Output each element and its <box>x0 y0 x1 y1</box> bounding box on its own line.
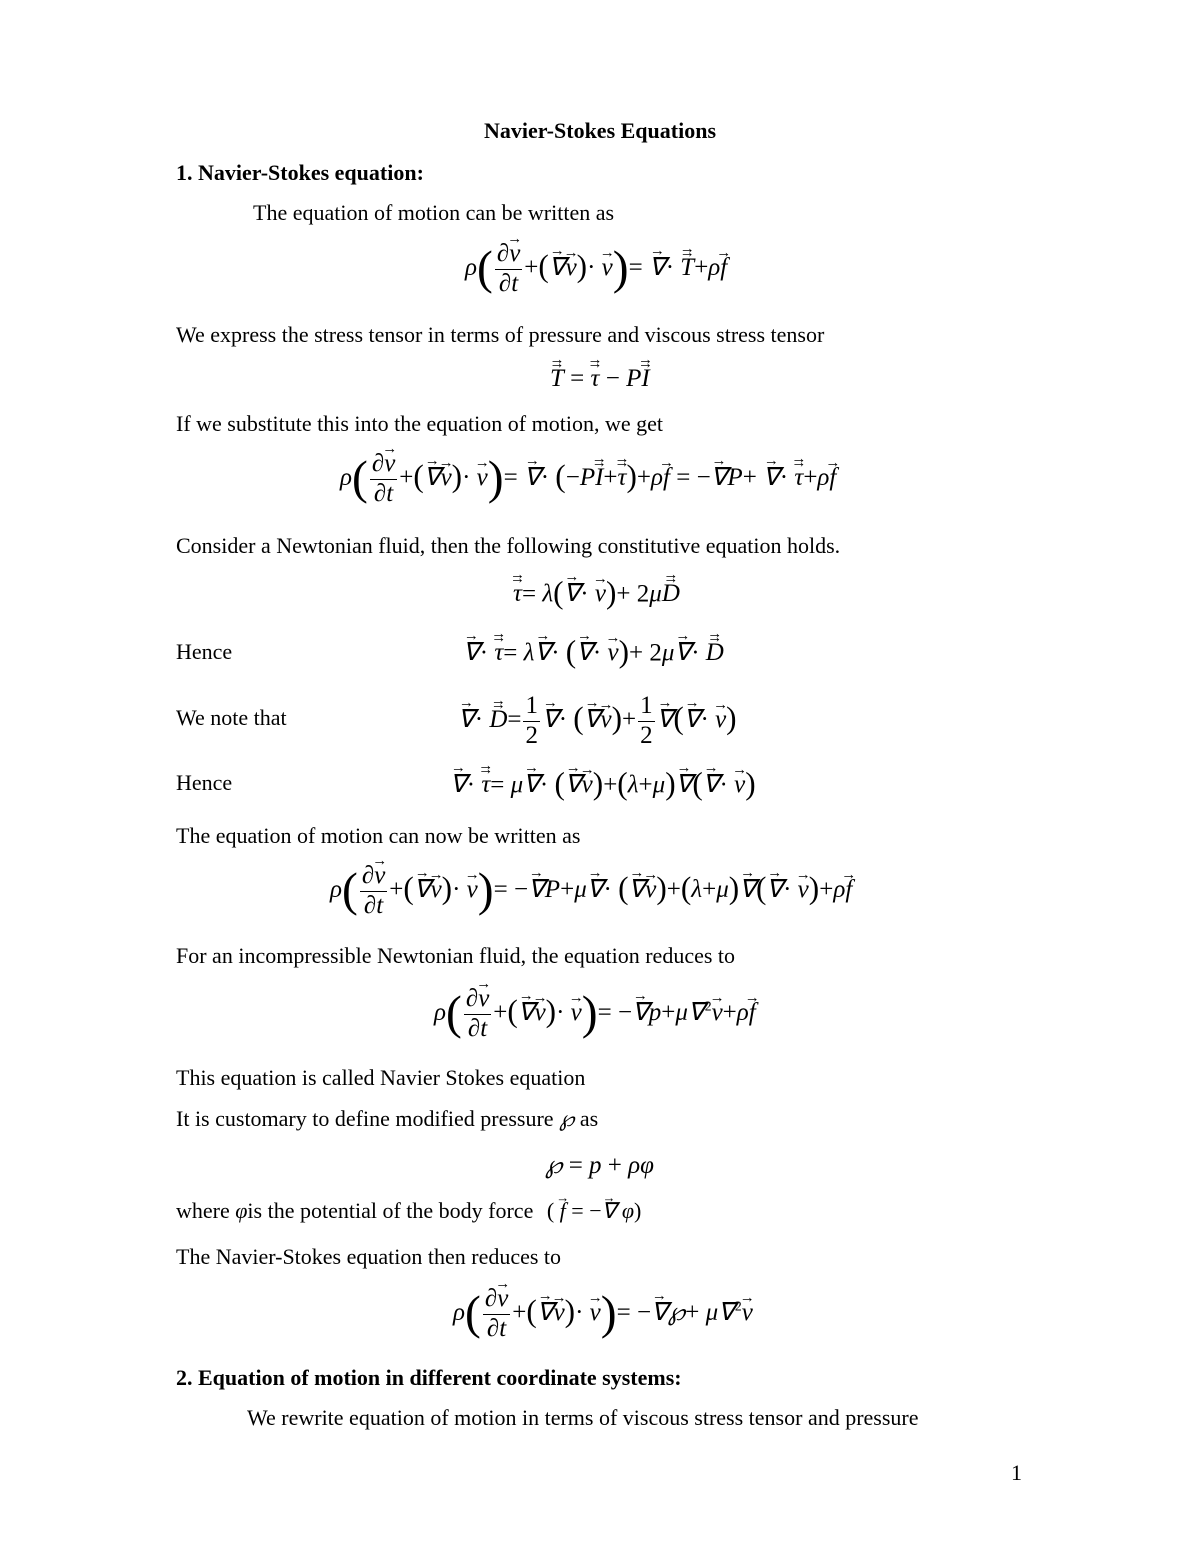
paragraph-where <box>176 1198 641 1224</box>
paragraph-motion: The equation of motion can be written as <box>253 200 615 225</box>
modified-pressure-symbol: ℘ <box>559 1106 575 1131</box>
where-text: where <box>176 1198 230 1223</box>
label-we-note: We note that <box>176 705 287 730</box>
equation-modified-pressure: ℘ = p + ρφ <box>545 1152 654 1179</box>
customary-text: It is customary to define modified pressure <box>176 1106 554 1131</box>
paragraph-newtonian: Consider a Newtonian fluid, then the following constitutive equation holds. <box>176 533 841 558</box>
paragraph-rewrite: We rewrite equation of motion in terms of viscous stress tensor and pressure <box>247 1405 919 1430</box>
label-hence-1: Hence <box>176 639 233 664</box>
equation-constitutive: → τ →= λ(→ ∇· → v)+ 2μ→ D → <box>513 575 680 611</box>
where-potential-text: is the potential of the body force <box>247 1198 534 1223</box>
equation-navier-stokes-modified: ρ( $\frac{\partial\to v}{\partial t}$ +(→ ∇→ v)· → v)= −→ ∇℘+ μ∇$^2$→ v <box>453 1285 753 1344</box>
equation-substituted: ρ( $\frac{\partial\to v}{\partial t}$ +(→ ∇→ v)· → v)= → ∇· (−P→ I →+→ τ →)+ρ→ f = −→ ∇P+ → ∇· → τ →+ρ→ f <box>340 450 836 509</box>
page-number: 1 <box>1011 1460 1022 1485</box>
section-heading-2: 2. Equation of motion in different coordinate systems: <box>176 1365 682 1390</box>
paragraph-stress: We express the stress tensor in terms of pressure and viscous stress tensor <box>176 322 825 347</box>
customary-as: as <box>579 1106 599 1131</box>
body-force-relation: ( → f = −→ ∇ φ) <box>547 1198 642 1223</box>
equation-divergence-tau-final: → ∇· → τ →= μ→ ∇· (→ ∇→ v)+(λ+μ)→ ∇(→ ∇· → v) <box>450 766 756 802</box>
paragraph-substitute: If we substitute this into the equation of motion, we get <box>176 411 663 436</box>
section-heading-1: 1. Navier-Stokes equation: <box>176 160 424 185</box>
paragraph-reduces: The Navier-Stokes equation then reduces to <box>176 1244 562 1269</box>
equation-incompressible: ρ( $\frac{\partial\to v}{\partial t}$ +(→ ∇→ v)· → v)= −→ ∇p+μ∇$^2$→ v+ρ→ f <box>434 985 756 1044</box>
equation-divergence-d: → ∇· → D →= $\frac{1}{2}$ → ∇· (→ ∇→ v)+ $\frac{1}{2}$ → ∇(→ ∇· → v) <box>458 692 737 751</box>
paragraph-now-written: The equation of motion can now be written as <box>176 823 581 848</box>
paragraph-called: This equation is called Navier Stokes equation <box>176 1065 586 1090</box>
phi-symbol: φ <box>235 1198 248 1223</box>
equation-motion-newtonian: ρ( $\frac{\partial\to v}{\partial t}$ +(→ ∇→ v)· → v)= −→ ∇P+μ→ ∇· (→ ∇→ v)+(λ+μ)→ ∇(→ ∇· → v)+ρ→ f <box>330 862 852 921</box>
paragraph-customary <box>176 1106 598 1132</box>
paragraph-incompressible: For an incompressible Newtonian fluid, the equation reduces to <box>176 943 736 968</box>
equation-stress-tensor: → T → = → τ → − P→ I → <box>550 365 650 393</box>
page-title: Navier-Stokes Equations <box>483 118 717 143</box>
equation-motion: ρ( $\frac{\partial\to v}{\partial t}$ +(→ ∇→ v)· → v)= → ∇· → T →+ρ→ f <box>465 240 727 299</box>
label-hence-2: Hence <box>176 770 233 795</box>
equation-divergence-tau: → ∇· → τ →= λ→ ∇· (→ ∇· → v)+ 2μ→ ∇· → D → <box>463 634 724 670</box>
